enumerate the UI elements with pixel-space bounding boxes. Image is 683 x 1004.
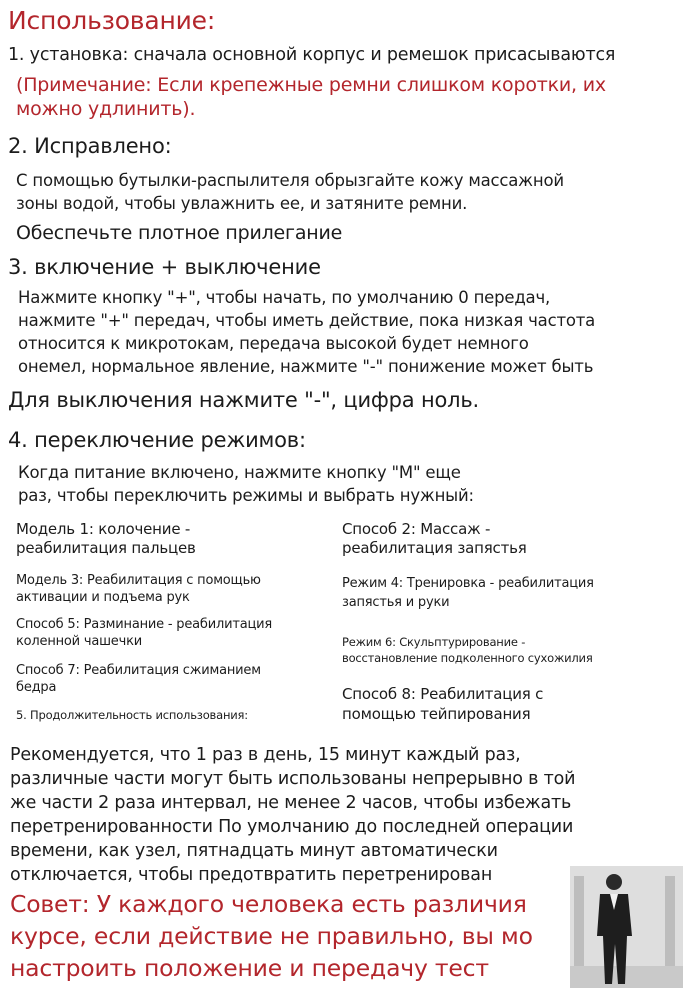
step3-title: 3. включение + выключение bbox=[8, 255, 321, 279]
step3-line4: онемел, нормальное явление, нажмите "-" понижение может быть bbox=[18, 357, 594, 376]
mode6-line1: Режим 6: Скульптурирование - bbox=[342, 635, 526, 649]
step2-title: 2. Исправлено: bbox=[8, 134, 172, 158]
mode5-line1: Способ 5: Разминание - реабилитация bbox=[16, 617, 273, 632]
mode2-line2: реабилитация запястья bbox=[342, 539, 527, 557]
step3-off: Для выключения нажмите "-", цифра ноль. bbox=[8, 388, 479, 412]
step3-line1: Нажмите кнопку "+", чтобы начать, по умолчанию 0 передач, bbox=[18, 288, 551, 307]
step1-note-line1: (Примечание: Если крепежные ремни слишком коротки, их bbox=[16, 74, 606, 96]
tip-line2: курсе, если действие не правильно, вы мо bbox=[10, 922, 533, 950]
mode5-line2: коленной чашечки bbox=[16, 634, 142, 649]
mode4-line1: Режим 4: Тренировка - реабилитация bbox=[342, 576, 594, 591]
mode3-line2: активации и подъема рук bbox=[16, 590, 190, 605]
mode3-line1: Модель 3: Реабилитация с помощью bbox=[16, 573, 261, 588]
mode6-line2: восстановление подколенного сухожилия bbox=[342, 651, 593, 665]
mode1-line2: реабилитация пальцев bbox=[16, 539, 196, 557]
recommend-line6: отключается, чтобы предотвратить перетренирован bbox=[10, 865, 493, 885]
mode8-line2: помощью тейпирования bbox=[342, 705, 531, 723]
model-photo bbox=[570, 866, 683, 988]
page-title: Использование: bbox=[8, 6, 216, 35]
step1-text: 1. установка: сначала основной корпус и ремешок присасываются bbox=[8, 45, 616, 65]
step4-line2: раз, чтобы переключить режимы и выбрать нужный: bbox=[18, 486, 474, 505]
recommend-line1: Рекомендуется, что 1 раз в день, 15 минут каждый раз, bbox=[10, 745, 521, 765]
step2-line3: Обеспечьте плотное прилегание bbox=[16, 222, 343, 244]
step2-line2: зоны водой, чтобы увлажнить ее, и затяните ремни. bbox=[16, 194, 468, 213]
step4-title: 4. переключение режимов: bbox=[8, 428, 306, 452]
usage-duration: 5. Продолжительность использования: bbox=[16, 708, 248, 722]
recommend-line3: же части 2 раза интервал, не менее 2 часов, чтобы избежать bbox=[10, 793, 572, 813]
mode4-line2: запястья и руки bbox=[342, 595, 450, 610]
mode7-line1: Способ 7: Реабилитация сжиманием bbox=[16, 663, 261, 678]
tip-line3: настроить положение и передачу тест bbox=[10, 954, 489, 982]
step1-note-line2: можно удлинить). bbox=[16, 98, 196, 120]
recommend-line4: перетренированности По умолчанию до последней операции bbox=[10, 817, 574, 837]
mode2-line1: Способ 2: Массаж - bbox=[342, 520, 491, 538]
step3-line3: относится к микротокам, передача высокой будет немного bbox=[18, 334, 529, 353]
mode1-line1: Модель 1: колочение - bbox=[16, 520, 191, 538]
mode8-line1: Способ 8: Реабилитация с bbox=[342, 685, 544, 703]
step4-line1: Когда питание включено, нажмите кнопку "M" еще bbox=[18, 463, 461, 482]
man-in-suit-image bbox=[570, 866, 683, 988]
recommend-line5: времени, как узел, пятнадцать минут автоматически bbox=[10, 841, 498, 861]
recommend-line2: различные части могут быть использованы непрерывно в той bbox=[10, 769, 576, 789]
tip-line1: Совет: У каждого человека есть различия bbox=[10, 890, 527, 918]
step2-line1: С помощью бутылки-распылителя обрызгайте кожу массажной bbox=[16, 171, 564, 190]
mode7-line2: бедра bbox=[16, 680, 57, 695]
step3-line2: нажмите "+" передач, чтобы иметь действие, пока низкая частота bbox=[18, 311, 596, 330]
